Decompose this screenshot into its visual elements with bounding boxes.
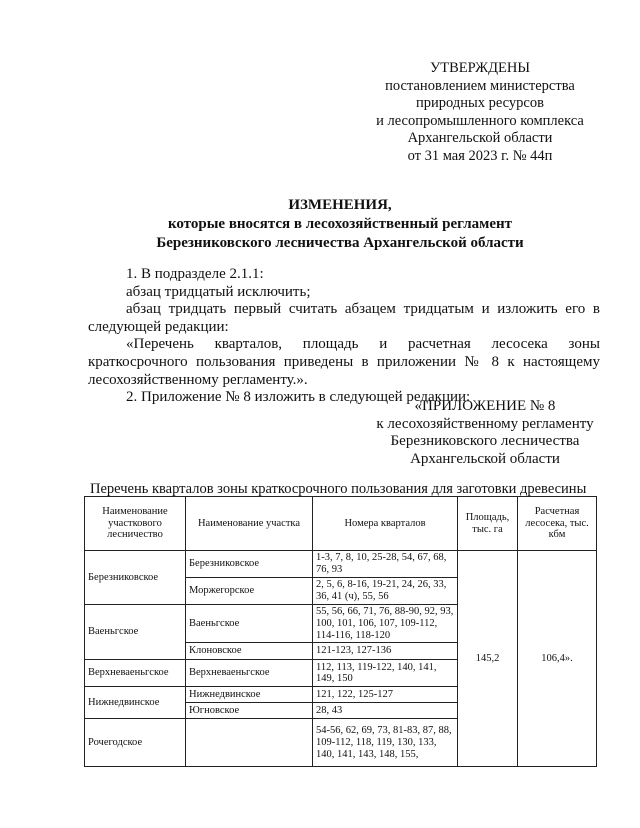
paragraph: абзац тридцатый исключить; [126, 283, 311, 300]
site-cell: Верхневаеньгское [186, 660, 313, 687]
site-cell: Нижнедвинское [186, 687, 313, 703]
document-title [60, 196, 620, 253]
site-cell [186, 719, 313, 767]
approval-line: Архангельской области [407, 130, 553, 147]
col-header: Номера кварталов [313, 497, 458, 551]
appendix-line: Березниковского лесничества [390, 433, 580, 450]
forestry-cell: Рочегодское [85, 719, 186, 767]
appendix-line: к лесохозяйственному регламенту [376, 415, 594, 432]
col-header: Площадь, тыс. га [458, 497, 518, 551]
quarters-cell: 121, 122, 125-127 [313, 687, 458, 703]
quarters-cell: 55, 56, 66, 71, 76, 88-90, 92, 93, 100, 101, 106, 107, 109-112, 114-116, 118-120 [313, 605, 458, 643]
forestry-cell: Нижнедвинское [85, 687, 186, 719]
quarters-table [84, 496, 597, 767]
col-header: Наименование участка [186, 497, 313, 551]
quarters-cell: 112, 113, 119-122, 140, 141, 149, 150 [313, 660, 458, 687]
table-row [85, 551, 597, 578]
title-line-1: ИЗМЕНЕНИЯ, [288, 197, 392, 213]
quarters-cell: 2, 5, 6, 8-16, 19-21, 24, 26, 33, 36, 41 (ч), 55, 56 [313, 578, 458, 605]
approval-line: и лесопромышленного комплекса [376, 112, 584, 129]
approval-heading: УТВЕРЖДЕНЫ [429, 60, 531, 76]
paragraph: 1. В подразделе 2.1.1: [126, 266, 264, 282]
area-cell: 145,2 [458, 551, 518, 767]
col-header: Расчетная лесосека, тыс. кбм [518, 497, 597, 551]
title-line-3: Березниковского лесничества Архангельской области [156, 235, 524, 251]
title-line-2: которые вносятся в лесохозяйственный регламент [167, 216, 513, 232]
approval-date-line: от 31 мая 2023 г. № 44п [407, 147, 553, 164]
appendix-header [370, 398, 600, 468]
quarters-cell: 1-3, 7, 8, 10, 25-28, 54, 67, 68, 76, 93 [313, 551, 458, 578]
site-cell: Березниковское [186, 551, 313, 578]
table-caption: Перечень кварталов зоны краткосрочного пользования для заготовки древесины [90, 481, 587, 497]
quarters-cell: 54-56, 62, 69, 73, 81-83, 87, 88, 109-112, 118, 119, 130, 133, 140, 141, 143, 148, 155, [313, 719, 458, 767]
forestry-cell: Ваеньгское [85, 605, 186, 660]
site-cell: Моржегорское [186, 578, 313, 605]
quarters-cell: 121-123, 127-136 [313, 643, 458, 660]
approval-stamp [340, 60, 620, 166]
paragraph: абзац тридцать первый считать абзацем тридцатым и изложить его в следующей редакции: [88, 301, 600, 335]
col-header: Наименование участкового лесничество [85, 497, 186, 551]
site-cell: Клоновское [186, 643, 313, 660]
appendix-line: Архангельской области [410, 450, 560, 467]
quarters-cell: 28, 43 [313, 703, 458, 719]
site-cell: Ваеньгское [186, 605, 313, 643]
paragraph: 2. Приложение № 8 изложить в следующей редакции: [126, 389, 471, 406]
forestry-cell: Верхневаеньгское [85, 660, 186, 687]
document-body [88, 266, 600, 407]
site-cell: Югновское [186, 703, 313, 719]
paragraph: «Перечень кварталов, площадь и расчетная лесосека зоны краткосрочного пользования приведены в приложении № 8 к настоящему лесохозяйственному регламенту.». [88, 336, 600, 388]
approval-line: постановлением министерства [385, 77, 575, 94]
appendix-line: «ПРИЛОЖЕНИЕ № 8 [414, 398, 556, 414]
approval-line: природных ресурсов [416, 95, 544, 112]
cut-cell: 106,4». [518, 551, 597, 767]
forestry-cell: Березниковское [85, 551, 186, 605]
table-header-row [85, 497, 597, 551]
